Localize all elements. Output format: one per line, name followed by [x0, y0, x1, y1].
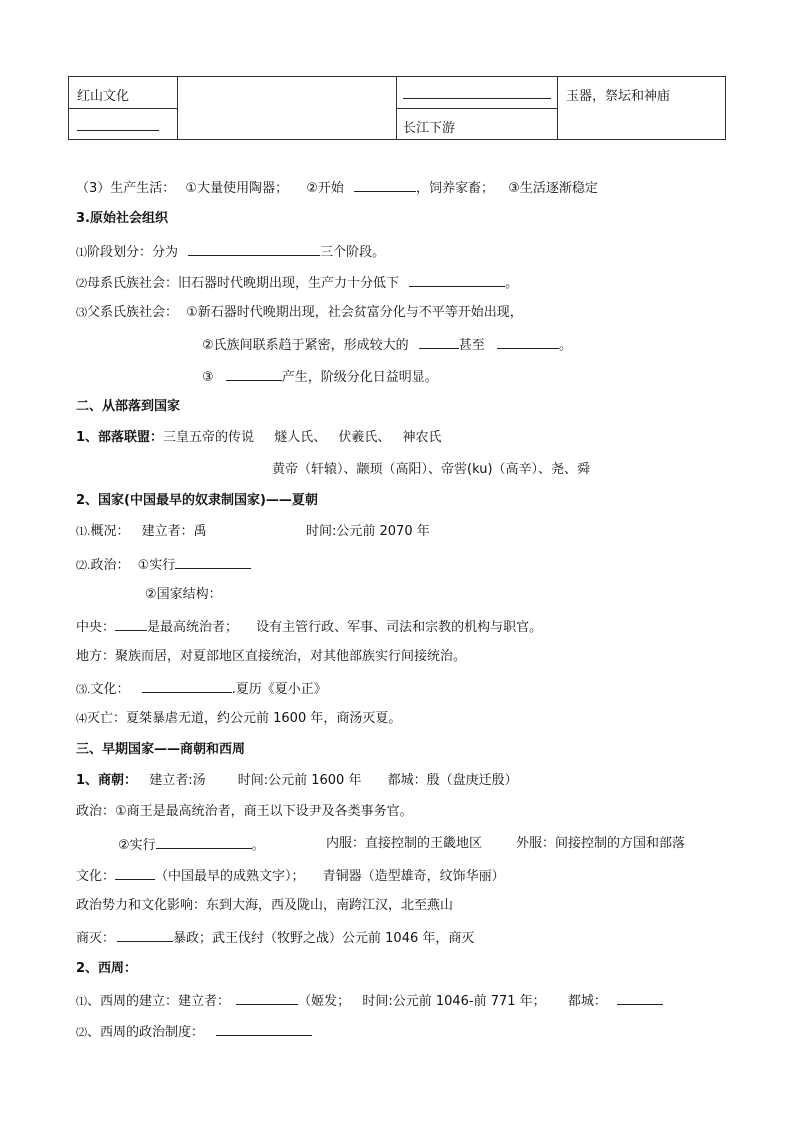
- cell-text: 玉器，祭坛和神庙: [566, 89, 671, 104]
- text: 甚至: [458, 338, 485, 353]
- table-cell: [177, 76, 397, 140]
- text: 外服：间接控制的方国和部落: [516, 836, 686, 851]
- blank-line[interactable]: [216, 1022, 312, 1036]
- text: 燧人氏、: [274, 430, 327, 445]
- blank-line[interactable]: [236, 991, 298, 1005]
- politics-line: [76, 555, 251, 575]
- overview-line: [76, 523, 430, 541]
- label: 1、商朝：: [76, 773, 138, 788]
- text: ②氏族间联系趋于紧密，形成较大的: [202, 338, 409, 353]
- section-heading: 二、从部落到国家: [76, 399, 181, 414]
- text: 中央：: [76, 620, 116, 635]
- text: 三皇五帝的传说: [163, 430, 255, 445]
- text: 时间:公元前 1600 年: [237, 773, 362, 788]
- num: ⑵: [76, 277, 87, 290]
- org-line-3: [76, 304, 523, 322]
- text: 父系氏族社会：: [87, 305, 179, 320]
- blank-line[interactable]: [117, 928, 173, 942]
- text: 设有主管行政、军事、司法和宗教的机构与职官。: [256, 620, 543, 635]
- blank-line[interactable]: [497, 335, 559, 349]
- blank-line[interactable]: [409, 273, 505, 287]
- text: ①新石器时代晚期出现，社会贫富分化与不平等开始出现，: [186, 305, 523, 320]
- text: 。: [505, 276, 519, 291]
- blank-line[interactable]: [115, 617, 147, 631]
- num: ⑴: [76, 246, 87, 259]
- num: ⑵: [76, 1026, 87, 1039]
- org-line-5: [202, 367, 438, 387]
- shang-fall: [76, 928, 474, 948]
- central-line: [76, 617, 542, 637]
- text: 神农氏: [402, 430, 442, 445]
- text: 灭亡：夏桀暴虐无道，约公元前 1600 年，商汤灭夏。: [87, 711, 402, 726]
- zhou-line-1: [76, 991, 663, 1011]
- table-cell: [396, 76, 558, 109]
- local-line: 地方：聚族而居，对夏部地区直接统治，对其他部族实行间接统治。: [76, 649, 467, 664]
- cell-text: 红山文化: [77, 89, 130, 104]
- blank-line[interactable]: [354, 178, 416, 192]
- emperors-line: 黄帝（轩辕）、颛顼（高阳）、帝喾(ku)（高辛）、尧、舜: [272, 462, 591, 477]
- text: ，饲养家畜；: [416, 181, 495, 196]
- text: 都城：殷（盘庚迁殷）: [387, 773, 518, 788]
- text: 政治：: [90, 558, 130, 573]
- text: 时间:公元前 1046-前 771 年；: [362, 994, 546, 1009]
- org-line-4: [202, 335, 572, 355]
- text: ①实行: [137, 558, 176, 573]
- blank-line[interactable]: [115, 866, 155, 880]
- num: ⑴.: [76, 525, 91, 538]
- text: 文化：: [90, 682, 130, 697]
- text: ③生活逐渐稳定: [508, 181, 598, 196]
- text: 母系氏族社会：旧石器时代晚期出现，生产力十分低下: [87, 276, 400, 291]
- text: 伏羲氏、: [338, 430, 391, 445]
- influence-line: 政治势力和文化影响：东到大海，西及陇山，南跨江汉，北至燕山: [76, 898, 454, 913]
- text: 文化：: [76, 869, 116, 884]
- text: .夏历《夏小正》: [231, 682, 327, 697]
- section-subheading: 2、国家(中国最早的奴隶制国家)——夏朝: [76, 493, 318, 508]
- table-cell: [68, 76, 178, 109]
- blank-line[interactable]: [226, 367, 282, 381]
- table-cell: [396, 108, 558, 140]
- text: 产生，阶级分化日益明显。: [281, 370, 438, 385]
- shang-politics-1: 政治：①商王是最高统治者，商王以下设尹及各类事务官。: [76, 804, 413, 819]
- blank-line[interactable]: [419, 335, 459, 349]
- num: ⑶.: [76, 683, 91, 696]
- culture-table: [68, 76, 726, 140]
- text: 概况：: [90, 524, 130, 539]
- blank-line[interactable]: [77, 117, 159, 131]
- text: 阶段划分：分为: [87, 245, 179, 260]
- cell-text: 长江下游: [403, 121, 456, 136]
- shang-line: [76, 772, 518, 790]
- fall-line: [76, 710, 401, 728]
- text: 商灭：: [76, 931, 116, 946]
- blank-line[interactable]: [175, 555, 251, 569]
- text: 时间:公元前 2070 年: [306, 524, 430, 539]
- text: 都城：: [567, 994, 607, 1009]
- text: 建立者:汤: [149, 773, 206, 788]
- text: 青铜器（造型雄奇，纹饰华丽）: [322, 869, 505, 884]
- num: ⑵.: [76, 559, 91, 572]
- shang-culture: [76, 866, 505, 886]
- num: ⑴: [76, 995, 87, 1008]
- culture-line: [76, 679, 327, 699]
- text: ②实行: [118, 838, 156, 853]
- label: （3）生产生活：: [76, 181, 176, 196]
- num: ⑶: [76, 306, 87, 319]
- text: （中国最早的成熟文字）；: [155, 869, 305, 884]
- org-line-2: [76, 273, 518, 293]
- text: 。: [251, 838, 265, 853]
- blank-line[interactable]: [188, 242, 320, 256]
- section-heading: 三、早期国家——商朝和西周: [76, 742, 246, 757]
- text: 三个阶段。: [320, 245, 386, 260]
- blank-line[interactable]: [617, 991, 663, 1005]
- text: ①大量使用陶器；: [185, 181, 289, 196]
- label: 1、部落联盟：: [76, 430, 164, 445]
- num: ⑷: [76, 712, 87, 725]
- table-cell: [68, 108, 178, 140]
- text: ②开始: [306, 181, 344, 196]
- text: 内服：直接控制的王畿地区: [326, 836, 483, 851]
- shang-politics-2: [118, 835, 686, 855]
- blank-line[interactable]: [156, 835, 252, 849]
- section-subheading: 2、西周：: [76, 961, 138, 976]
- org-line-1: [76, 242, 385, 262]
- text: 。: [558, 338, 572, 353]
- text: 是最高统治者；: [147, 620, 239, 635]
- text: 、西周的建立：建立者：: [87, 994, 231, 1009]
- blank-line[interactable]: [142, 679, 232, 693]
- text: 暴政；武王伐纣（牧野之战）公元前 1046 年，商灭: [173, 931, 475, 946]
- zhou-line-2: [76, 1022, 312, 1042]
- production-line: [76, 178, 598, 198]
- text: 、西周的政治制度：: [87, 1025, 205, 1040]
- tribe-line: [76, 429, 442, 447]
- blank-line[interactable]: [403, 85, 551, 99]
- structure-line: ②国家结构：: [145, 587, 222, 602]
- section-heading: 3.原始社会组织: [76, 211, 168, 226]
- text: 建立者：禹: [141, 524, 207, 539]
- table-cell: [557, 76, 726, 140]
- text: （姬发；: [298, 994, 351, 1009]
- text: ③: [202, 370, 214, 385]
